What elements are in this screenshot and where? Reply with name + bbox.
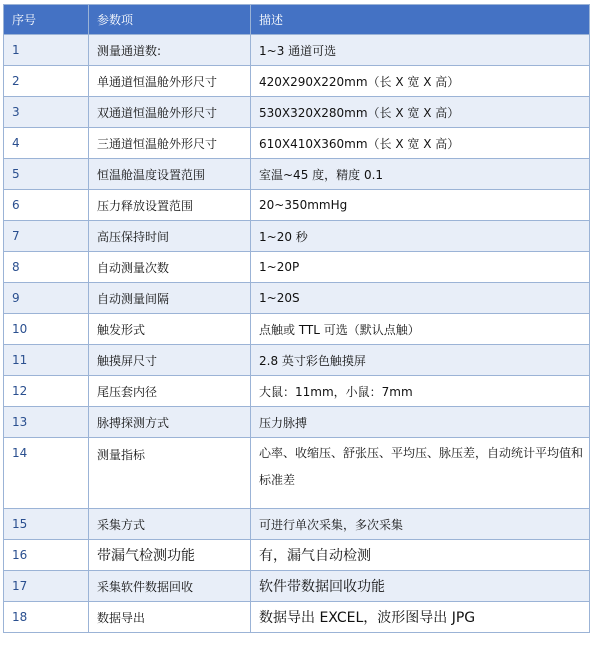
row-no: 11 [4,345,89,376]
row-param: 三通道恒温舱外形尺寸 [89,128,251,159]
table-row [4,540,590,571]
header-desc: 描述 [251,5,590,35]
row-desc: 610X410X360mm（长 X 宽 X 高） [251,128,590,159]
row-param: 触摸屏尺寸 [89,345,251,376]
table-row [4,283,590,314]
row-no: 8 [4,252,89,283]
row-desc: 大鼠：11mm，小鼠：7mm [251,376,590,407]
table-header [4,5,590,35]
row-desc: 软件带数据回收功能 [251,571,590,602]
table-row [4,438,590,509]
row-desc: 530X320X280mm（长 X 宽 X 高） [251,97,590,128]
row-desc: 1~20 秒 [251,221,590,252]
row-desc: 1~20S [251,283,590,314]
table-row [4,190,590,221]
row-no: 2 [4,66,89,97]
table-row [4,345,590,376]
row-param: 采集方式 [89,509,251,540]
row-desc: 心率、收缩压、舒张压、平均压、脉压差，自动统计平均值和标准差 [251,438,590,509]
row-no: 13 [4,407,89,438]
row-desc: 2.8 英寸彩色触摸屏 [251,345,590,376]
row-desc: 420X290X220mm（长 X 宽 X 高） [251,66,590,97]
row-param: 测量指标 [89,438,251,509]
table-row [4,509,590,540]
table-row [4,571,590,602]
row-no: 4 [4,128,89,159]
row-desc: 可进行单次采集，多次采集 [251,509,590,540]
table-row [4,97,590,128]
row-param: 尾压套内径 [89,376,251,407]
table-row [4,376,590,407]
row-param: 自动测量次数 [89,252,251,283]
row-desc: 点触或 TTL 可选（默认点触） [251,314,590,345]
row-param: 脉搏探测方式 [89,407,251,438]
row-param: 压力释放设置范围 [89,190,251,221]
row-desc: 压力脉搏 [251,407,590,438]
table-row [4,314,590,345]
table-body [4,35,590,633]
row-desc: 室温~45 度，精度 0.1 [251,159,590,190]
row-desc: 1~3 通道可选 [251,35,590,66]
row-desc: 数据导出 EXCEL，波形图导出 JPG [251,602,590,633]
row-param: 恒温舱温度设置范围 [89,159,251,190]
row-no: 17 [4,571,89,602]
row-no: 9 [4,283,89,314]
table-row [4,252,590,283]
row-param: 测量通道数: [89,35,251,66]
table-row [4,35,590,66]
row-param: 自动测量间隔 [89,283,251,314]
row-no: 15 [4,509,89,540]
table-row [4,66,590,97]
row-desc: 有，漏气自动检测 [251,540,590,571]
spec-table [3,4,590,633]
row-no: 5 [4,159,89,190]
row-param: 单通道恒温舱外形尺寸 [89,66,251,97]
row-desc: 1~20P [251,252,590,283]
row-param: 双通道恒温舱外形尺寸 [89,97,251,128]
row-param: 高压保持时间 [89,221,251,252]
row-param: 采集软件数据回收 [89,571,251,602]
row-no: 6 [4,190,89,221]
header-row [4,5,590,35]
row-no: 10 [4,314,89,345]
row-no: 3 [4,97,89,128]
row-no: 16 [4,540,89,571]
row-no: 18 [4,602,89,633]
row-param: 带漏气检测功能 [89,540,251,571]
table-row [4,407,590,438]
table-row [4,221,590,252]
row-param: 数据导出 [89,602,251,633]
row-no: 12 [4,376,89,407]
table-row [4,602,590,633]
row-no: 7 [4,221,89,252]
row-no: 14 [4,438,89,509]
table-row [4,159,590,190]
header-no: 序号 [4,5,89,35]
row-param: 触发形式 [89,314,251,345]
header-param: 参数项 [89,5,251,35]
table-row [4,128,590,159]
row-no: 1 [4,35,89,66]
row-desc: 20~350mmHg [251,190,590,221]
